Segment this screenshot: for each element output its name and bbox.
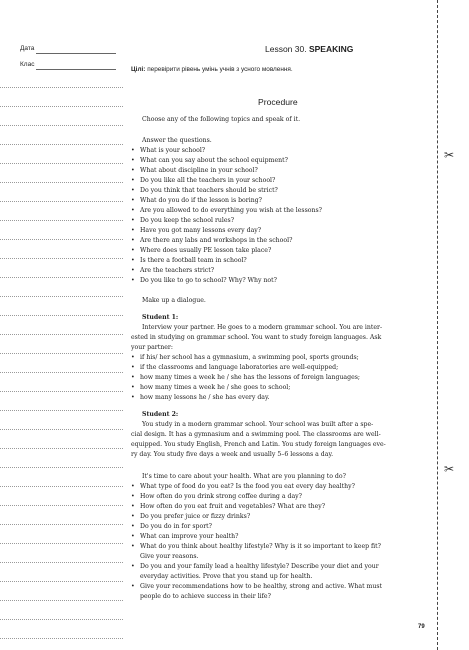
question-item: • Is there a football team in school? xyxy=(131,256,427,266)
question-item: • Do you think that teachers should be strict? xyxy=(131,186,427,196)
question-item: • Do you like to go to school? Why? Why not? xyxy=(131,276,427,286)
student1-line: Interview your partner. He goes to a modern grammar school. You are inter- xyxy=(142,324,383,331)
health-question-line: • What can improve your health? xyxy=(140,533,239,540)
student1-item: • if his/ her school has a gymnasium, a swimming pool, sports grounds; xyxy=(131,353,427,363)
student1-title: Student 1: xyxy=(142,314,179,321)
note-line[interactable] xyxy=(0,410,123,411)
margin-column xyxy=(0,0,123,650)
student1-item: • if the classrooms and language laboratories are well-equipped; xyxy=(131,363,427,373)
note-line[interactable] xyxy=(0,467,123,468)
note-line[interactable] xyxy=(0,87,123,88)
note-line[interactable] xyxy=(0,372,123,373)
health-question-line: people do to achieve success in their life? xyxy=(140,593,271,600)
student2-title: Student 2: xyxy=(142,411,179,418)
student2-line: cial design. It has a gymnasium and a swimming pool. The classrooms are well- xyxy=(131,431,381,438)
page-number: 79 xyxy=(418,624,425,630)
student2-line: ry day. You study five days a week and usually 5–6 lessons a day. xyxy=(131,451,334,458)
note-line[interactable] xyxy=(0,562,123,563)
note-line[interactable] xyxy=(0,258,123,259)
note-line[interactable] xyxy=(0,391,123,392)
health-question-item xyxy=(131,562,427,582)
aims-label: Цілі: xyxy=(131,66,146,73)
note-line[interactable] xyxy=(0,182,123,183)
health-question-line: • Do you prefer juice or fizzy drinks? xyxy=(140,513,251,520)
note-line[interactable] xyxy=(0,144,123,145)
student2-block xyxy=(131,410,427,460)
note-line[interactable] xyxy=(0,334,123,335)
note-line[interactable] xyxy=(0,315,123,316)
dialogue-block xyxy=(131,296,427,306)
question-item: • What do you do if the lesson is boring? xyxy=(131,196,427,206)
note-line[interactable] xyxy=(0,125,123,126)
dialogue-heading: Make up a dialogue. xyxy=(142,297,206,304)
health-question-line: • What do you think about healthy lifestyle? Why is it so important to keep fit? xyxy=(140,543,381,550)
date-field-line[interactable] xyxy=(36,53,116,54)
class-field-line[interactable] xyxy=(36,69,116,70)
lesson-number: Lesson 30. xyxy=(265,44,307,54)
note-line[interactable] xyxy=(0,486,123,487)
question-item: • Do you like all the teachers in your school? xyxy=(131,176,427,186)
note-line[interactable] xyxy=(0,220,123,221)
health-question-item xyxy=(131,482,427,492)
health-question-item xyxy=(131,542,427,562)
health-question-line: • Give your recommendations how to be healthy, strong and active. What must xyxy=(140,583,383,590)
answer-heading: Answer the questions. xyxy=(142,137,212,144)
health-question-item xyxy=(131,522,427,532)
intro-text: Choose any of the following topics and speak of it. xyxy=(142,116,301,123)
question-item: • Where does usually PE lesson take place? xyxy=(131,246,427,256)
questions-list xyxy=(131,146,427,286)
student1-block xyxy=(131,313,427,403)
question-item: • What can you say about the school equipment? xyxy=(131,156,427,166)
health-question-line: • How often do you eat fruit and vegetables? What are they? xyxy=(140,503,326,510)
school-questions-block xyxy=(131,136,427,286)
procedure-heading: Procedure xyxy=(258,97,298,107)
note-line[interactable] xyxy=(0,106,123,107)
note-line[interactable] xyxy=(0,163,123,164)
question-item: • Are there any labs and workshops in the school? xyxy=(131,236,427,246)
note-line[interactable] xyxy=(0,543,123,544)
lesson-aims xyxy=(131,66,293,73)
note-line[interactable] xyxy=(0,201,123,202)
cut-line xyxy=(437,0,438,650)
health-question-item xyxy=(131,582,427,602)
question-item: • Are the teachers strict? xyxy=(131,266,427,276)
note-line[interactable] xyxy=(0,353,123,354)
health-question-item xyxy=(131,492,427,502)
question-item: • What is your school? xyxy=(131,146,427,156)
student1-item: • how many lessons he / she has every day. xyxy=(131,393,427,403)
health-question-line: everyday activities. Prove that you stand up for health. xyxy=(140,573,313,580)
note-line[interactable] xyxy=(0,524,123,525)
note-line[interactable] xyxy=(0,505,123,506)
health-question-line: Give your reasons. xyxy=(140,553,199,560)
question-item: • Do you keep the school rules? xyxy=(131,216,427,226)
health-question-item xyxy=(131,512,427,522)
student1-list xyxy=(131,353,427,403)
question-item: • Are you allowed to do everything you wish at the lessons? xyxy=(131,206,427,216)
note-line[interactable] xyxy=(0,277,123,278)
health-question-line: • How often do you drink strong coffee during a day? xyxy=(140,493,302,500)
note-line[interactable] xyxy=(0,239,123,240)
scissors-icon: ✂ xyxy=(444,462,455,476)
student1-line: ested in studying on grammar school. You want to study foreign languages. Ask xyxy=(131,334,382,341)
class-label: Клас xyxy=(20,61,35,68)
health-question-item xyxy=(131,532,427,542)
aims-text: перевірити рівень умінь учнів з усного мовлення. xyxy=(147,66,293,73)
health-question-line: • Do you do in for sport? xyxy=(140,523,212,530)
lesson-topic: SPEAKING xyxy=(308,44,354,54)
note-line[interactable] xyxy=(0,619,123,620)
note-line[interactable] xyxy=(0,638,123,639)
health-question-line: • Do you and your family lead a healthy lifestyle? Describe your diet and your xyxy=(140,563,379,570)
lesson-title xyxy=(265,44,353,54)
scissors-icon: ✂ xyxy=(444,148,455,162)
health-question-line: • What type of food do you eat? Is the food you eat every day healthy? xyxy=(140,483,355,490)
question-item: • Have you got many lessons every day? xyxy=(131,226,427,236)
note-line[interactable] xyxy=(0,448,123,449)
health-heading: It's time to care about your health. What are you planning to do? xyxy=(142,473,346,480)
health-question-item xyxy=(131,502,427,512)
note-line[interactable] xyxy=(0,296,123,297)
student2-line: equipped. You study English, French and Latin. You study foreign languages eve- xyxy=(131,441,386,448)
note-line[interactable] xyxy=(0,600,123,601)
health-questions-list xyxy=(131,482,427,602)
student1-line: your partner: xyxy=(131,344,173,351)
student1-item: • how many times a week he / she goes to school; xyxy=(131,383,427,393)
note-line[interactable] xyxy=(0,581,123,582)
question-item: • What about discipline in your school? xyxy=(131,166,427,176)
date-label: Дата xyxy=(20,45,35,52)
note-line[interactable] xyxy=(0,429,123,430)
student2-line: You study in a modern grammar school. Your school was built after a spe- xyxy=(142,421,374,428)
student1-item: • how many times a week he / she has the lessons of foreign languages; xyxy=(131,373,427,383)
health-block xyxy=(131,472,427,602)
